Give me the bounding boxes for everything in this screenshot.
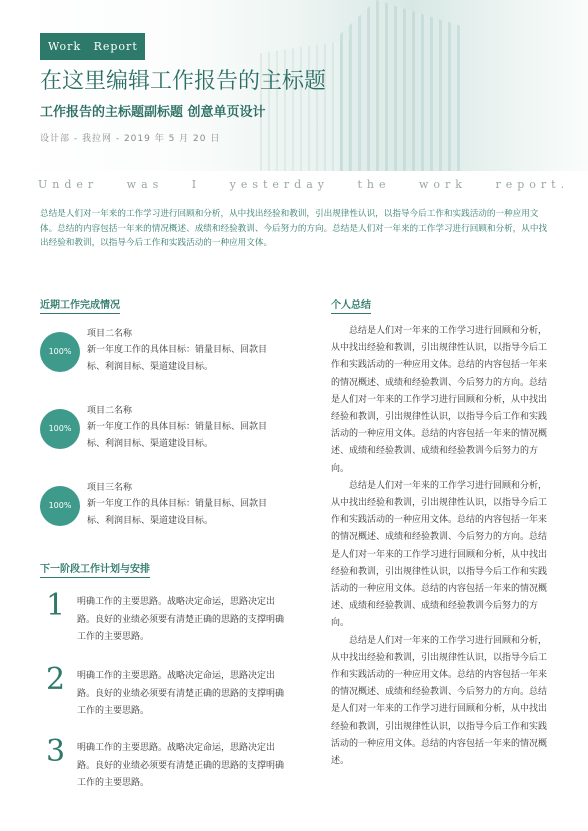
meta-line: 设计部 - 我拉网 - 2019 年 5 月 20 日: [40, 134, 221, 144]
plan-text: 明确工作的主要思路。战略决定命运，思路决定出路。良好的业绩必须要有清楚正确的思路的支撑明确工作的主要思路。: [77, 597, 285, 642]
project-name: 项目三名称: [87, 483, 133, 493]
project-description: 新一年度工作的具体目标：销量目标、回款目标、利润目标、渠道建设目标。: [87, 499, 268, 526]
plan-item: [40, 734, 285, 810]
summary-paragraph: 总结是人们对一年来的工作学习进行回顾和分析，从中找出经验和教训，引出规律性认识，以指导今后工作和实践活动的一种应用文体。总结的内容包括一年来的情况概述、成绩和经验教训、今后努力的方向。总结是人们对一年来的工作学习进行回顾和分析，从中找出经验和教训，引出规律性认识，以指导今后工作和实践活动的一种应用文体。总结的内容包括一年来的情况概述、成绩和经验教训、成绩和经验教训今后努力的方向。: [331, 326, 548, 474]
project-name: 项目二名称: [87, 406, 133, 416]
page-title: 在这里编辑工作报告的主标题: [40, 69, 327, 94]
plan-text: 明确工作的主要思路。战略决定命运，思路决定出路。良好的业绩必须要有清楚正确的思路的支撑明确工作的主要思路。: [77, 671, 285, 716]
report-tag: Work Report: [40, 33, 145, 60]
summary-section-title: 个人总结: [331, 296, 371, 314]
progress-badge: 100%: [40, 486, 80, 526]
plan-text: 明确工作的主要思路。战略决定命运，思路决定出路。良好的业绩必须要有清楚正确的思路的支撑明确工作的主要思路。: [77, 743, 285, 788]
project-description: 新一年度工作的具体目标：销量目标、回款目标、利润目标、渠道建设目标。: [87, 422, 268, 449]
intro-paragraph: 总结是人们对一年来的工作学习进行回顾和分析，从中找出经验和教训，引出规律性认识，以指导今后工作和实践活动的一种应用文体。总结的内容包括一年来的情况概述、成绩和经验教训、今后努力的方向。总结是人们对一年来的工作学习进行回顾和分析，从中找出经验和教训，以指导今后工作和实践活动的一种应用文体。: [40, 209, 548, 248]
project-name: 项目二名称: [87, 329, 133, 339]
plan-number: 2: [46, 662, 66, 697]
page-subtitle: 工作报告的主标题副标题 创意单页设计: [40, 105, 266, 120]
plan-item: [40, 662, 285, 738]
plan-number: 3: [46, 734, 66, 769]
progress-item: [40, 326, 280, 396]
progress-section-title: 近期工作完成情况: [40, 296, 120, 314]
progress-item: [40, 403, 280, 473]
progress-badge: 100%: [40, 332, 80, 372]
plan-item: [40, 588, 285, 664]
summary-body: [331, 323, 551, 770]
summary-paragraph: 总结是人们对一年来的工作学习进行回顾和分析，从中找出经验和教训，引出规律性认识，以指导今后工作和实践活动的一种应用文体。总结的内容包括一年来的情况概述、成绩和经验教训、今后努力的方向。总结是人们对一年来的工作学习进行回顾和分析，从中找出经验和教训，引出规律性认识，以指导今后工作和实践活动的一种应用文体。总结的内容包括一年来的情况概述。: [331, 635, 548, 767]
building-image: [340, 0, 460, 171]
project-description: 新一年度工作的具体目标：销量目标、回款目标、利润目标、渠道建设目标。: [87, 345, 268, 372]
progress-badge: 100%: [40, 409, 80, 449]
progress-item: [40, 480, 280, 550]
plan-section-title: 下一阶段工作计划与安排: [40, 560, 150, 578]
plan-number: 1: [46, 588, 66, 623]
tagline: Under was I yesterday the work report.: [38, 178, 570, 191]
building-image: [260, 40, 350, 171]
summary-paragraph: 总结是人们对一年来的工作学习进行回顾和分析，从中找出经验和教训，引出规律性认识，以指导今后工作和实践活动的一种应用文体。总结的内容包括一年来的情况概述、成绩和经验教训、今后努力的方向。总结是人们对一年来的工作学习进行回顾和分析，从中找出经验和教训，引出规律性认识，以指导今后工作和实践活动的一种应用文体。总结的内容包括一年来的情况概述、成绩和经验教训、成绩和经验教训今后努力的方向。: [331, 480, 548, 629]
